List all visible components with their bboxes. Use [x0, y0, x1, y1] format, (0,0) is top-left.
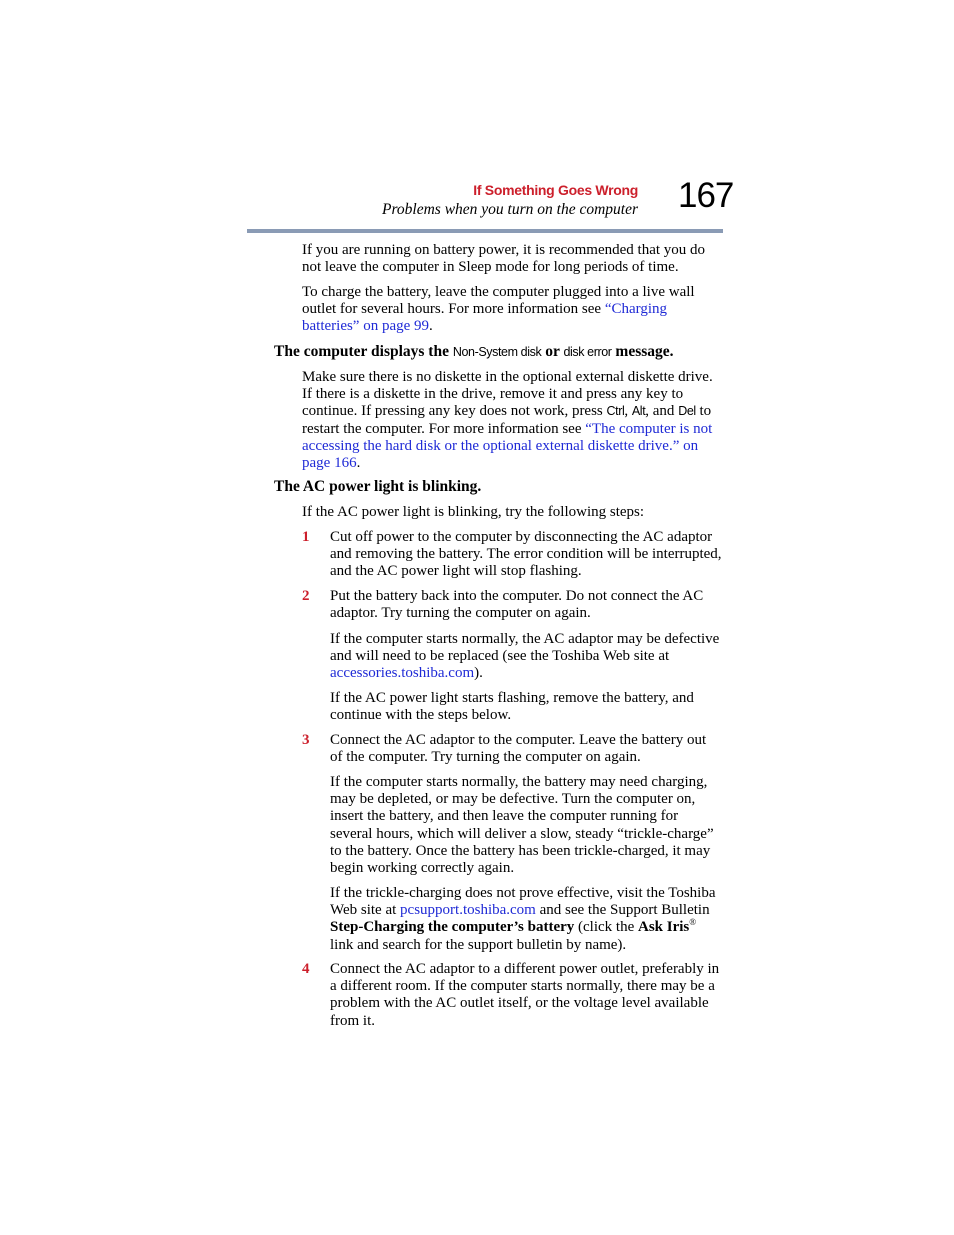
- diskette-paragraph: [302, 369, 722, 472]
- support-text3: (click the: [574, 919, 638, 936]
- header-rule: [247, 229, 723, 233]
- key-ctrl: Ctrl: [606, 404, 625, 419]
- diskette-text2: to restart the computer. For more information see: [302, 403, 712, 437]
- bulletin-title: Step-Charging the computer’s battery: [330, 919, 575, 936]
- heading1-pre: The computer displays the: [274, 343, 453, 360]
- chapter-title: If Something Goes Wrong: [473, 182, 638, 198]
- section-title: Problems when you turn on the computer: [382, 201, 638, 218]
- heading1-mid: or: [541, 343, 564, 360]
- step3-note-support: [330, 885, 722, 954]
- accessories-link[interactable]: accessories.toshiba.com: [330, 665, 475, 682]
- heading1-post: message.: [611, 343, 674, 360]
- step-number: 2: [302, 588, 310, 604]
- diskette-text1: Make sure there is no diskette in the optional external diskette drive. If there is a diskette in the drive, remove it and press any key to continue. If pressing any key does not work, press: [302, 369, 713, 420]
- charging-batteries-link[interactable]: “Charging batteries” on page 99: [302, 301, 668, 335]
- step2-note-adaptor: [330, 631, 722, 683]
- step-text: Connect the AC adaptor to the computer. Leave the battery out of the computer. Try turning the computer on again.: [330, 732, 707, 766]
- ask-iris-label: Ask Iris: [638, 919, 690, 936]
- charge-battery-paragraph: [302, 284, 722, 336]
- diskette-sep1: ,: [624, 403, 632, 420]
- heading1-code2: disk error: [563, 345, 612, 359]
- heading1-code1: Non-System disk: [452, 345, 542, 359]
- support-text1: If the trickle-charging does not prove effective, visit the Toshiba Web site at: [330, 885, 716, 919]
- heading-non-system-disk: [274, 343, 674, 361]
- step-number: 3: [302, 732, 310, 748]
- heading-ac-power-light: The AC power light is blinking.: [274, 478, 482, 495]
- step-number: 1: [302, 529, 310, 545]
- key-del: Del: [678, 404, 696, 419]
- step-text: Connect the AC adaptor to a different power outlet, preferably in a different room. If the computer starts normally, there may be a problem with the AC outlet itself, or the voltage level available from it.: [330, 961, 720, 1029]
- battery-sleep-paragraph: If you are running on battery power, it is recommended that you do not leave the computer in Sleep mode for long periods of time.: [302, 242, 706, 276]
- step3-note-trickle: If the computer starts normally, the battery may need charging, may be depleted, or may be defective. Turn the computer on, insert the battery, and then leave the computer running for several hours, which will deliver a slow, steady “trickle-charge” to the battery. Once the battery has been trickle-charged, it may begin working correctly again.: [330, 774, 714, 877]
- support-text4: link and search for the support bulletin by name).: [330, 936, 627, 953]
- support-text2: and see the Support Bulletin: [535, 902, 710, 919]
- hard-disk-link[interactable]: “The computer is not accessing the hard disk or the optional external diskette drive.” on page 166: [302, 420, 713, 472]
- step2-note-flashing: If the AC power light starts flashing, remove the battery, and continue with the steps below.: [330, 690, 694, 724]
- step-number: 4: [302, 961, 310, 977]
- registered-mark: ®: [689, 917, 697, 928]
- step-text: Put the battery back into the computer. Do not connect the AC adaptor. Try turning the computer on again.: [330, 588, 704, 622]
- pcsupport-link[interactable]: pcsupport.toshiba.com: [400, 902, 536, 919]
- charge-end: .: [429, 318, 433, 335]
- diskette-end: .: [356, 455, 361, 472]
- intro-paragraph: If the AC power light is blinking, try the following steps:: [302, 504, 645, 520]
- page-number: 167: [678, 176, 734, 215]
- charge-text: To charge the battery, leave the computer plugged into a live wall outlet for several hours. For more information see: [302, 284, 695, 318]
- diskette-sep2: , and: [645, 403, 679, 420]
- key-alt: Alt: [631, 404, 646, 419]
- step-text: Cut off power to the computer by disconnecting the AC adaptor and removing the battery. The error condition will be interrupted, and the AC power light will stop flashing.: [330, 529, 722, 580]
- step2-note-text: If the computer starts normally, the AC adaptor may be defective and will need to be replaced (see the Toshiba Web site at: [330, 631, 720, 665]
- step2-note-end: ).: [474, 665, 483, 682]
